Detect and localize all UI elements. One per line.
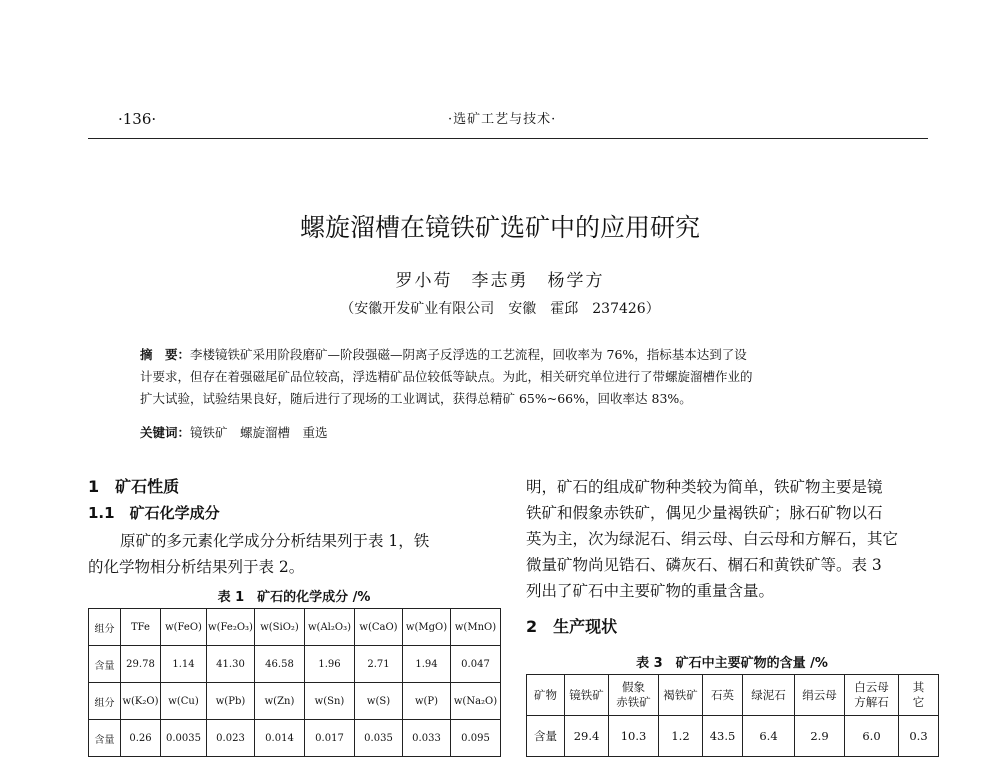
table-3-cell: 2.9: [795, 716, 845, 757]
keywords-label: 关键词：: [140, 425, 191, 440]
table-1: [88, 608, 501, 757]
right-para-line-4: 微量矿物尚见锆石、磷灰石、榍石和黄铁矿等。表 3: [526, 556, 882, 574]
right-para-line-5: 列出了矿石中主要矿物的重量含量。: [526, 582, 775, 600]
table-1-cell: w(P): [403, 683, 451, 720]
abstract-line-2: 计要求，但存在着强磁尾矿品位较高，浮选精矿品位较低等缺点。为此，相关研究单位进行了带螺旋溜槽作业的: [140, 369, 753, 384]
table-1-cell: 0.26: [121, 720, 161, 757]
table-1-cell: 46.58: [255, 646, 305, 683]
table-3-header-cell: 其 它: [899, 675, 939, 716]
table-1-cell: 0.035: [355, 720, 403, 757]
section-tag: ·选矿工艺与技术·: [448, 112, 557, 127]
table-1-cell: 0.095: [451, 720, 501, 757]
table-1-cell: w(Zn): [255, 683, 305, 720]
section-2-heading: 2 生产现状: [526, 617, 618, 636]
table-3-cell: 1.2: [659, 716, 703, 757]
table-1-row-label: 组分: [89, 609, 121, 646]
table-1-cell: w(FeO): [161, 609, 207, 646]
right-para-line-2: 铁矿和假象赤铁矿，偶见少量褐铁矿；脉石矿物以石: [526, 504, 883, 522]
abstract-line-1-text: 李楼镜铁矿采用阶段磨矿—阶段强磁—阴离子反浮选的工艺流程，回收率为 76%，指标基本达到了设: [190, 347, 747, 362]
table-1-cell: 29.78: [121, 646, 161, 683]
table-3-header-cell: 矿物: [527, 675, 565, 716]
table-3-header-row: [527, 675, 939, 716]
table-1-row: [89, 609, 501, 646]
abstract-line-1: [140, 344, 860, 366]
abstract: [140, 344, 860, 410]
right-para-line-3: 英为主，次为绿泥石、绢云母、白云母和方解石，其它: [526, 530, 899, 548]
table-1-cell: w(K₂O): [121, 683, 161, 720]
table-3-cell: 10.3: [609, 716, 659, 757]
table-1-cell: 0.047: [451, 646, 501, 683]
abstract-line-3: 扩大试验，试验结果良好，随后进行了现场的工业调试，获得总精矿 65%~66%，回收率达 83%。: [140, 391, 692, 406]
table-3-header-cell: 褐铁矿: [659, 675, 703, 716]
table-1-cell: 1.96: [305, 646, 355, 683]
table-1-row-label: 组分: [89, 683, 121, 720]
table-1-caption: 表 1 矿石的化学成分 /%: [217, 590, 371, 605]
table-3-value-row: [527, 716, 939, 757]
table-1-cell: 2.71: [355, 646, 403, 683]
table-3: [526, 674, 939, 757]
table-1-cell: w(Cu): [161, 683, 207, 720]
table-1-cell: TFe: [121, 609, 161, 646]
table-1-row: [89, 683, 501, 720]
table-1-cell: w(MgO): [403, 609, 451, 646]
table-3-row-label: 含量: [527, 716, 565, 757]
table-3-caption: 表 3 矿石中主要矿物的含量 /%: [636, 656, 828, 671]
table-1-cell: 1.14: [161, 646, 207, 683]
table-1-cell: w(Fe₂O₃): [207, 609, 255, 646]
table-1-cell: w(Pb): [207, 683, 255, 720]
table-1-cell: w(S): [355, 683, 403, 720]
table-1-cell: 0.017: [305, 720, 355, 757]
table-3-cell: 29.4: [565, 716, 609, 757]
table-3-cell: 6.4: [743, 716, 795, 757]
abstract-label: 摘 要：: [140, 347, 191, 362]
table-3-header-cell: 石英: [703, 675, 743, 716]
table-1-cell: w(Al₂O₃): [305, 609, 355, 646]
table-1-cell: 0.023: [207, 720, 255, 757]
left-para-line-2: 的化学物相分析结果列于表 2。: [88, 558, 305, 576]
section-1-heading: 1 矿石性质: [88, 477, 180, 496]
table-1-row: [89, 646, 501, 683]
affiliation: （安徽开发矿业有限公司 安徽 霍邱 237426）: [340, 301, 660, 317]
table-1-cell: 0.014: [255, 720, 305, 757]
section-1-1-heading: 1.1 矿石化学成分: [88, 504, 220, 522]
table-1-row-label: 含量: [89, 646, 121, 683]
left-para-line-1: 原矿的多元素化学成分分析结果列于表 1，铁: [120, 532, 430, 550]
keywords: [140, 423, 860, 441]
table-1-cell: w(SiO₂): [255, 609, 305, 646]
table-3-header-cell: 绢云母: [795, 675, 845, 716]
table-1-cell: 1.94: [403, 646, 451, 683]
table-1-row-label: 含量: [89, 720, 121, 757]
table-3-cell: 43.5: [703, 716, 743, 757]
page-number: ·136·: [118, 110, 157, 128]
table-1-cell: w(MnO): [451, 609, 501, 646]
authors: 罗小苟 李志勇 杨学方: [395, 271, 605, 291]
keywords-text: 镜铁矿 螺旋溜槽 重选: [190, 425, 328, 440]
table-3-header-cell: 绿泥石: [743, 675, 795, 716]
table-1-cell: w(CaO): [355, 609, 403, 646]
table-1-cell: w(Sn): [305, 683, 355, 720]
table-3-header-cell: 白云母 方解石: [845, 675, 899, 716]
table-1-cell: 0.033: [403, 720, 451, 757]
right-para-line-1: 明，矿石的组成矿物种类较为简单，铁矿物主要是镜: [526, 478, 883, 496]
table-3-cell: 6.0: [845, 716, 899, 757]
table-1-cell: 0.0035: [161, 720, 207, 757]
table-3-cell: 0.3: [899, 716, 939, 757]
header-rule: [88, 138, 928, 139]
table-1-cell: 41.30: [207, 646, 255, 683]
table-3-header-cell: 假象 赤铁矿: [609, 675, 659, 716]
table-1-row: [89, 720, 501, 757]
table-1-cell: w(Na₂O): [451, 683, 501, 720]
table-3-header-cell: 镜铁矿: [565, 675, 609, 716]
paper-title: 螺旋溜槽在镜铁矿选矿中的应用研究: [299, 213, 700, 242]
